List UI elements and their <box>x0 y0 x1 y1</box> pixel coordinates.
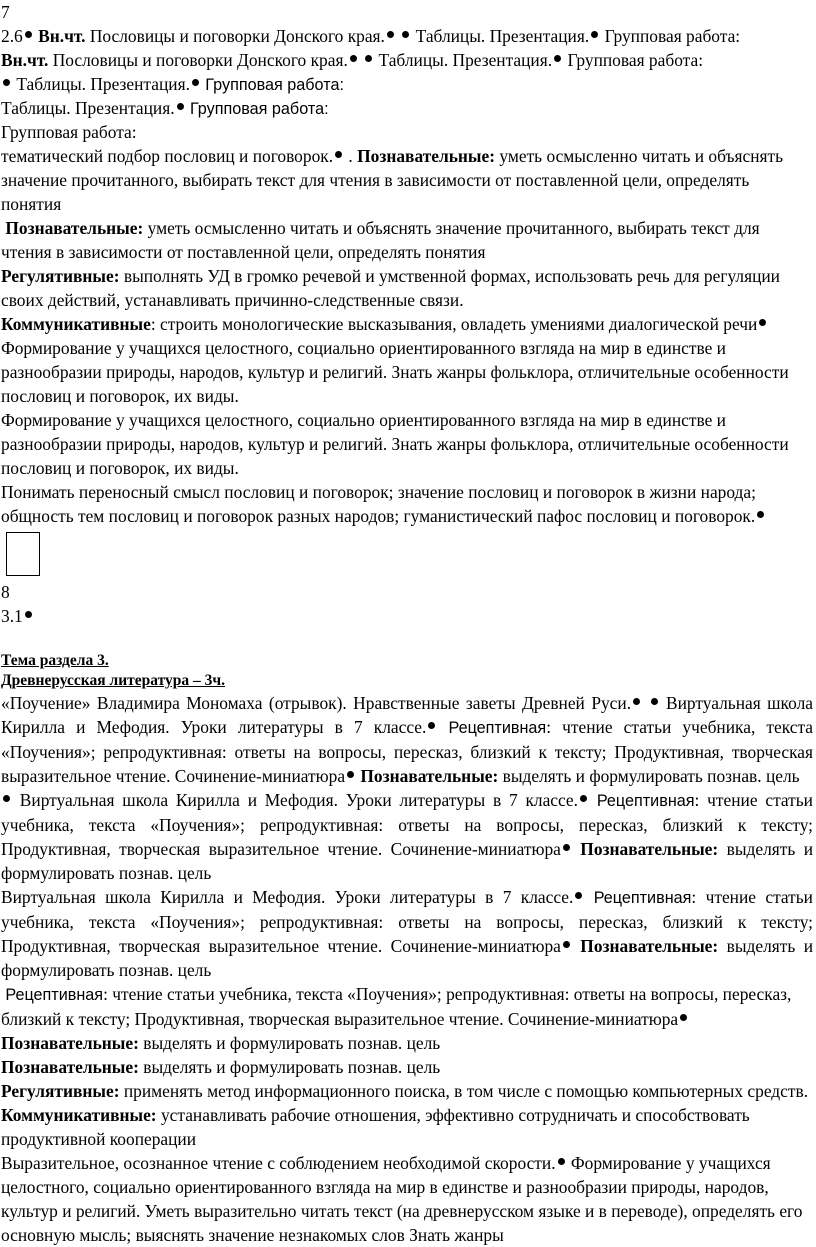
communicative-label: Коммуникативные: <box>1 1105 157 1125</box>
bullet-icon <box>25 611 32 618</box>
row8-regulative-block <box>1 1079 813 1103</box>
group-work-text: Групповая работа: <box>189 100 329 118</box>
bullet-icon <box>575 892 582 899</box>
communicative-text: устанавливать рабочие отношения, эффективно сотрудничать и способствовать продуктивной кооперации <box>1 1105 750 1149</box>
group-work-text: Групповая работа: <box>1 122 137 142</box>
cognitive-label: Познавательные: <box>357 146 496 166</box>
vnecht-label: Вн.чт. <box>38 26 86 46</box>
cognitive-text: выделять и формулировать познав. цель <box>143 1033 441 1053</box>
bullet-icon <box>402 31 409 38</box>
row8-topic-block <box>1 691 813 788</box>
cognitive-label: Познавательные: <box>1 1033 139 1053</box>
row7-line-4 <box>1 96 813 120</box>
row7-communicative-block <box>1 312 813 408</box>
virtual-school-text: Виртуальная школа Кирилла и Мефодия. Уроки литературы в 7 классе. <box>1 693 813 737</box>
virtual-school-text: Виртуальная школа Кирилла и Мефодия. Уроки литературы в 7 классе. <box>1 887 574 907</box>
regulative-label: Регулятивные: <box>1 266 120 286</box>
bullet-icon <box>680 1014 687 1021</box>
bullet-icon <box>580 795 587 802</box>
receptive-text: : чтение статьи учебника, текста «Поучения»; репродуктивная: ответы на вопросы, пересказ, близкий к тексту; Продуктивная, творческая выразительное чтение. Сочинение-миниатюра <box>1 717 813 786</box>
tables-text: Таблицы. Презентация. <box>16 74 190 94</box>
formation-text: Формирование у учащихся целостного, социально ориентированного взгляда на мир в единстве и разнообразии природы, народов, культур и религий. Знать жанры фольклора, отличительные особенности пословиц и поговорок, их виды. <box>1 410 789 478</box>
group-work-text: Групповая работа: <box>205 76 344 94</box>
row8-code-line <box>1 604 813 628</box>
tables-text: Таблицы. Презентация. <box>1 98 175 118</box>
row-number-7: 7 <box>1 2 10 22</box>
tables-text: Таблицы. Презентация. <box>415 26 590 46</box>
selection-text: тематический подбор пословиц и поговорок. <box>1 146 334 166</box>
cognitive-text: выделять и формулировать познав. цель <box>502 766 800 786</box>
receptive-text: : чтение статьи учебника, текста «Поучения»; репродуктивная: ответы на вопросы, пересказ, близкий к тексту; Продуктивная, творческая выразительное чтение. Сочинение-миниатюра <box>1 984 792 1029</box>
lesson-topic: Пословицы и поговорки Донского края. <box>89 26 385 46</box>
bullet-icon <box>591 31 598 38</box>
bullet-icon <box>563 844 570 851</box>
lesson-code: 3.1 <box>1 606 23 626</box>
cognitive-text: уметь осмысленно читать и объяснять значение прочитанного, выбирать текст для чтения в зависимости от поставленной цели, определять понятия <box>1 146 784 214</box>
bullet-icon <box>563 941 570 948</box>
communicative-text: : строить монологические высказывания, овладеть умениями диалогической речи <box>150 314 758 334</box>
row7-line-3 <box>1 72 813 96</box>
bullet-icon <box>192 79 199 86</box>
lesson-topic: «Поучение» Владимира Мономаха (отрывок). Нравственные заветы Древней Руси. <box>1 693 632 713</box>
receptive-label: Рецептивная <box>448 719 547 737</box>
bullet-icon <box>177 103 184 110</box>
spacer <box>1 628 813 651</box>
row7-line-2 <box>1 48 813 72</box>
cognitive-label: Познавательные: <box>360 766 499 786</box>
tables-text: Таблицы. Презентация. <box>378 50 553 70</box>
bullet-icon <box>335 151 342 158</box>
formation-text: Формирование у учащихся целостного, социально ориентированного взгляда на мир в единстве и разнообразии природы, народов, культур и религий. Знать жанры фольклора, отличительные особенности пословиц и поговорок, их виды. <box>1 338 789 406</box>
bullet-icon <box>3 795 10 802</box>
row7-cognitive-block <box>1 216 813 264</box>
cognitive-text: выделять и формулировать познав. цель <box>1 936 813 980</box>
cognitive-label: Познавательные: <box>580 936 719 956</box>
bullet-icon <box>759 319 766 326</box>
reading-text: Выразительное, осознанное чтение с соблюдением необходимой скорости. <box>1 1153 556 1173</box>
row7-selection-block: тематический подбор пословиц и поговорок. . Познавательные: уметь осмысленно читать и объяснять значение прочитанного, выбирать текст для чтения в зависимости от поставленной цели, определять понятия <box>1 146 784 214</box>
row8-virtual-block-2 <box>1 885 813 982</box>
row8-receptive-block <box>1 982 813 1055</box>
group-work-text: Групповая работа: <box>567 50 704 70</box>
cognitive-text: выделять и формулировать познав. цель <box>143 1057 441 1077</box>
receptive-text: : чтение статьи учебника, текста «Поучения»; репродуктивная: ответы на вопросы, пересказ, близкий к тексту; Продуктивная, творческая выразительное чтение. Сочинение-миниатюра <box>1 790 813 859</box>
formation-text: Формирование у учащихся целостного, социально ориентированного взгляда на мир в единстве и разнообразии природы, народов, культур и религий. Уметь выразительно читать текст (на древнерусском языке и в переводе), определять его основную мысль; выяснять значение незнакомых слов Знать жанры <box>1 1153 803 1245</box>
row7-formation-block <box>1 408 813 480</box>
lesson-topic: Пословицы и поговорки Донского края. <box>52 50 348 70</box>
receptive-label: Рецептивная <box>5 986 104 1004</box>
bullet-icon <box>757 511 764 518</box>
row8-virtual-block-1 <box>1 788 813 885</box>
regulative-text: применять метод информационного поиска, в том числе с помощью компьютерных средств. <box>123 1081 809 1101</box>
row7-line-5 <box>1 120 813 144</box>
row8-communicative-block <box>1 1103 813 1151</box>
vnecht-label: Вн.чт. <box>1 50 49 70</box>
bullet-icon <box>651 698 658 705</box>
regulative-label: Регулятивные: <box>1 1081 120 1101</box>
receptive-label: Рецептивная <box>593 889 692 907</box>
communicative-label: Коммуникативные <box>1 314 151 334</box>
understand-text: Понимать переносный смысл пословиц и поговорок; значение пословиц и поговорок в жизни народа; общность тем пословиц и поговорок разных народов; гуманистический пафос пословиц и поговорок. <box>1 482 756 526</box>
section-title: Тема раздела 3. <box>1 652 109 669</box>
bullet-icon <box>365 55 372 62</box>
cognitive-text: уметь осмысленно читать и объяснять значение прочитанного, выбирать текст для чтения в зависимости от поставленной цели, определять понятия <box>1 218 760 262</box>
regulative-text: выполнять УД в громко речевой и умственной формах, использовать речь для регуляции своих действий, устанавливать причинно-следственные связи. <box>1 266 780 310</box>
bullet-icon <box>350 55 357 62</box>
cognitive-label: Познавательные: <box>1 1057 139 1077</box>
bullet-icon <box>554 55 561 62</box>
row7-understand-block <box>1 480 813 528</box>
cognitive-label: Познавательные: <box>5 218 144 238</box>
bullet-icon <box>3 79 10 86</box>
bullet-icon <box>347 771 354 778</box>
virtual-school-text: Виртуальная школа Кирилла и Мефодия. Уроки литературы в 7 классе. <box>19 790 579 810</box>
cognitive-label: Познавательные: <box>580 839 719 859</box>
bullet-icon <box>633 698 640 705</box>
receptive-label: Рецептивная <box>596 792 695 810</box>
bullet-icon <box>387 31 394 38</box>
row8-reading-block <box>1 1151 813 1247</box>
bullet-icon <box>428 722 435 729</box>
group-work-text: Групповая работа: <box>604 26 741 46</box>
empty-cell-box <box>6 532 40 576</box>
bullet-icon <box>25 31 32 38</box>
row7-regulative-block <box>1 264 813 312</box>
row7-line-1 <box>1 24 813 48</box>
receptive-text: : чтение статьи учебника, текста «Поучения»; репродуктивная: ответы на вопросы, пересказ, близкий к тексту; Продуктивная, творческая выразительное чтение. Сочинение-миниатюра <box>1 887 813 956</box>
section-name: Древнерусская литература – 3ч. <box>1 672 225 689</box>
bullet-icon <box>558 1158 565 1165</box>
row8-cognitive-block <box>1 1055 813 1079</box>
lesson-code: 2.6 <box>1 26 23 46</box>
cognitive-text: выделять и формулировать познав. цель <box>1 839 813 883</box>
row-number-8: 8 <box>1 582 10 602</box>
